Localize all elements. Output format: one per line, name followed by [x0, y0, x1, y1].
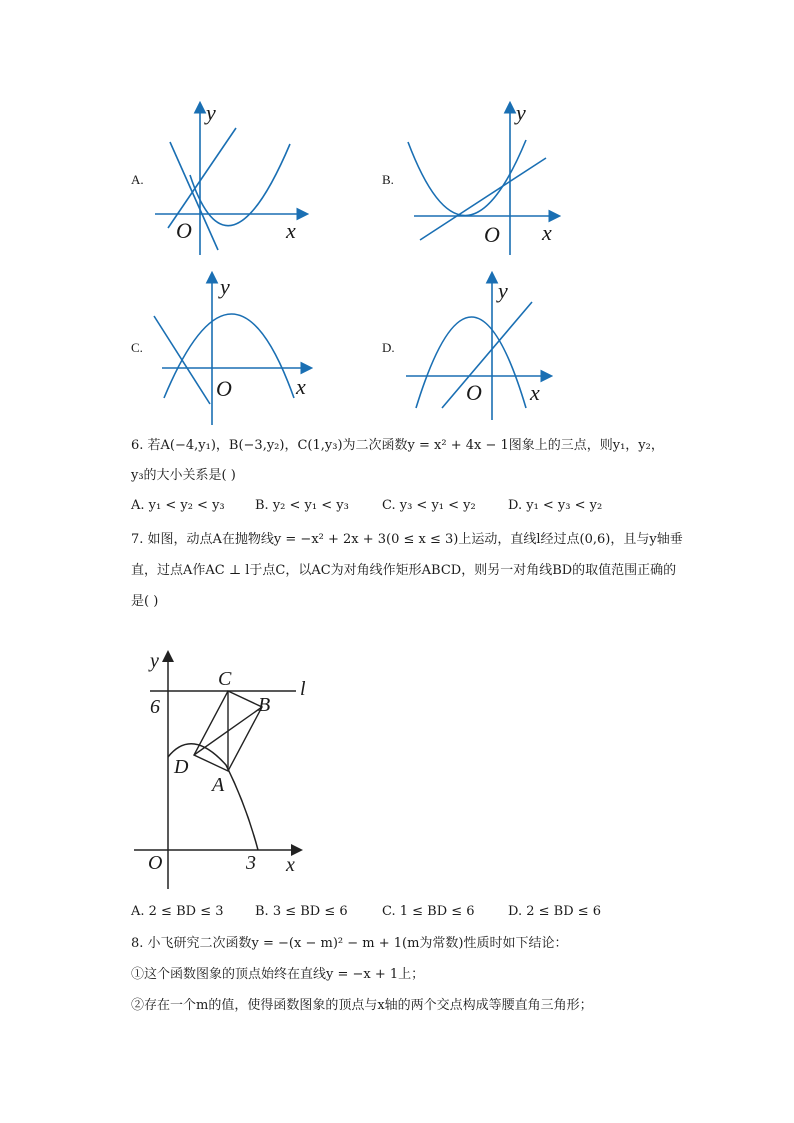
- y-label: y: [206, 100, 216, 125]
- parabola: [408, 140, 526, 216]
- q8-text-line1: 8. 小飞研究二次函数y = −(x − m)² − m + 1(m为常数)性质时如下结论：: [131, 936, 568, 951]
- x-label: x: [286, 854, 295, 876]
- q7-option-d: D. 2 ≤ BD ≤ 6: [508, 904, 602, 919]
- point-a-label: A: [212, 774, 225, 796]
- point-c-label: C: [218, 668, 232, 690]
- q6-text-line2: y₃的大小关系是( ): [131, 468, 236, 483]
- q7-text-line3: 是( ): [131, 594, 159, 609]
- x-label: x: [530, 380, 540, 405]
- origin-label: O: [216, 376, 232, 401]
- point-b-label: B: [258, 694, 271, 716]
- x-label: x: [296, 374, 306, 399]
- x-label: x: [542, 220, 552, 245]
- six-label: 6: [150, 696, 160, 718]
- origin-label: O: [176, 218, 192, 243]
- q7-text-line1: 7. 如图，动点A在抛物线y = −x² + 2x + 3(0 ≤ x ≤ 3)上运动，直线l经过点(0,6)，且与y轴垂: [131, 532, 683, 547]
- q8-text-line3: ②存在一个m的值，使得函数图象的顶点与x轴的两个交点构成等腰直角三角形；: [131, 998, 593, 1013]
- q6-option-b: B. y₂ < y₁ < y₃: [255, 498, 349, 513]
- origin-label: O: [148, 852, 163, 874]
- l-label: l: [300, 678, 306, 700]
- figure-a-label: A.: [131, 172, 144, 187]
- q6-option-a: A. y₁ < y₂ < y₃: [131, 498, 225, 513]
- y-label: y: [498, 278, 508, 303]
- figure-b-graph: [402, 100, 562, 260]
- figure-c-label: C.: [131, 340, 143, 355]
- three-label: 3: [246, 852, 256, 874]
- line: [442, 302, 532, 408]
- figure-d-graph: [402, 270, 562, 430]
- y-label: y: [516, 100, 526, 125]
- q7-option-b: B. 3 ≤ BD ≤ 6: [255, 904, 348, 919]
- point-d-label: D: [174, 756, 189, 778]
- figure-c-graph: [150, 270, 315, 430]
- origin-label: O: [484, 222, 500, 247]
- q8-text-line2: ①这个函数图象的顶点始终在直线y = −x + 1上；: [131, 967, 425, 982]
- q7-option-a: A. 2 ≤ BD ≤ 3: [131, 904, 224, 919]
- y-label: y: [150, 650, 159, 672]
- q7-figure: [130, 645, 320, 895]
- figure-d-label: D.: [382, 340, 395, 355]
- y-label: y: [220, 274, 230, 299]
- figure-b-label: B.: [382, 172, 394, 187]
- q7-option-c: C. 1 ≤ BD ≤ 6: [382, 904, 475, 919]
- origin-label: O: [466, 380, 482, 405]
- figure-a-graph: [150, 100, 310, 260]
- q6-option-c: C. y₃ < y₁ < y₂: [382, 498, 476, 513]
- q7-text-line2: 直，过点A作AC ⊥ l于点C，以AC为对角线作矩形ABCD，则另一对角线BD的取值范围正确的: [131, 563, 677, 578]
- x-label: x: [286, 218, 296, 243]
- line: [420, 158, 546, 240]
- line: [154, 316, 210, 404]
- q6-text-line1: 6. 若A(−4,y₁)，B(−3,y₂)，C(1,y₃)为二次函数y = x² + 4x − 1图象上的三点，则y₁，y₂，: [131, 438, 664, 453]
- q6-option-d: D. y₁ < y₃ < y₂: [508, 498, 603, 513]
